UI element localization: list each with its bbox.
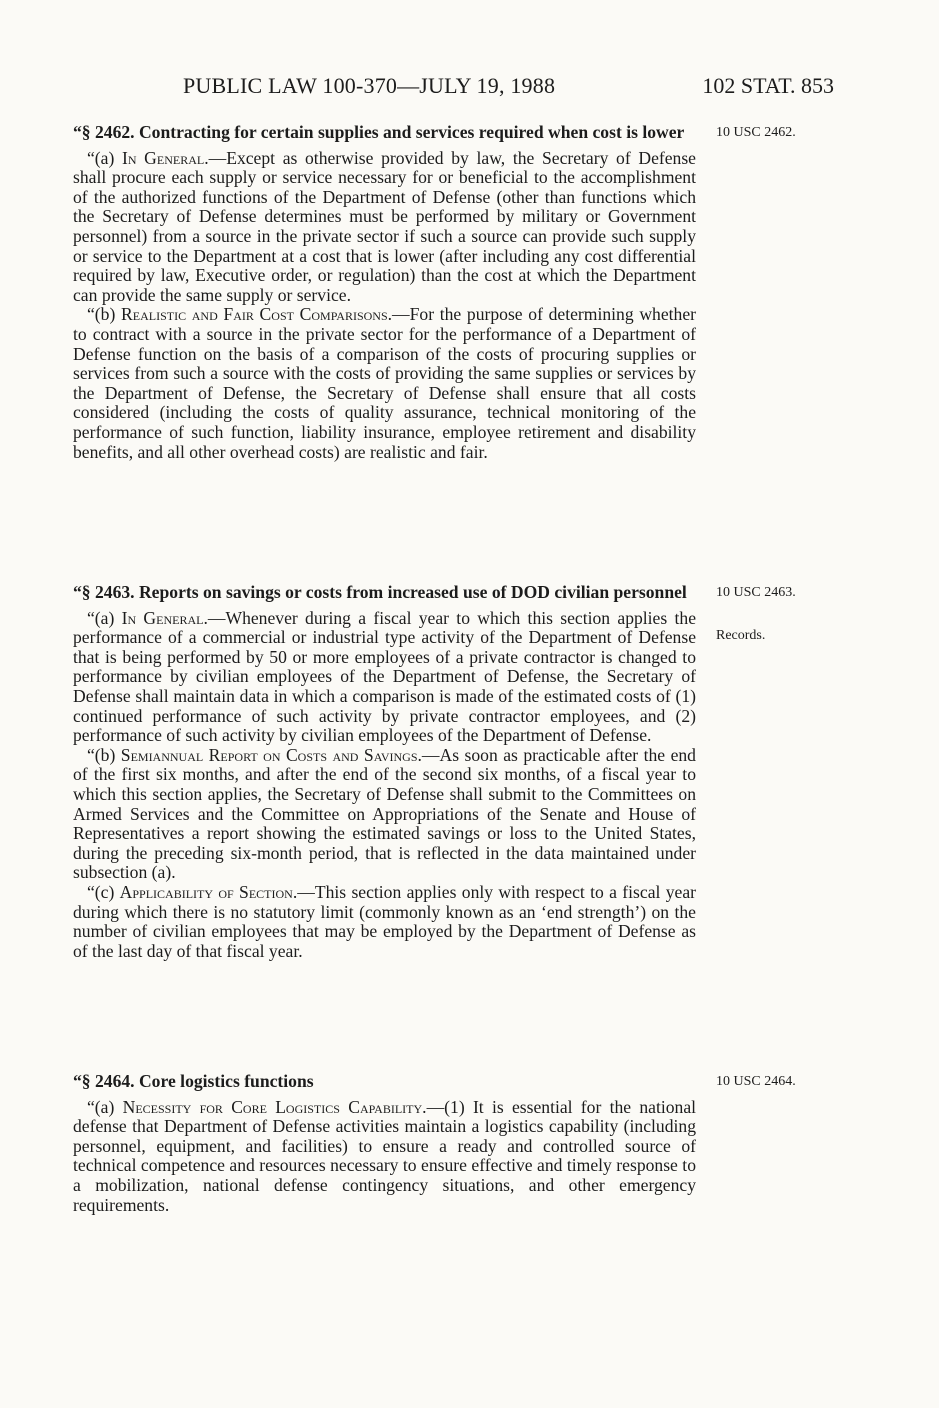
margin-note-records: Records.	[716, 628, 766, 643]
paragraph: “(c) Applicability of Section.—This section applies only with respect to a fiscal year during which there is no statutory limit (commonly known as an ‘end strength’) on the number of civilian employees that may be employed by the Department of Defense as of the last day of that fiscal year.	[73, 881, 697, 961]
subsection-caption: In General.	[122, 147, 209, 168]
margin-note-usc-2462: 10 USC 2462.	[716, 125, 796, 140]
section-heading: “§ 2463. Reports on savings or costs from increased use of DOD civilian personnel	[73, 582, 687, 602]
paragraph: “(a) Necessity for Core Logistics Capability.—(1) It is essential for the national defense that Department of Defense activities maintain a logistics capability (including personnel, equipment, and facilities) to ensure a ready and controlled source of technical competence and resources necessary to ensure effective and timely response to a mobilization, national defense contingency situations, and other emergency requirements.	[73, 1096, 697, 1215]
paragraph: “(a) In General.—Except as otherwise provided by law, the Secretary of Defense shall procure each supply or service necessary for or beneficial to the accomplishment of the authorized functions of the Department of Defense (other than functions which the Secretary of Defense determines must be performed by military or Government personnel) from a source in the private sector if such a source can provide such supply or service to the Department at a cost that is lower (after including any cost differential required by law, Executive order, or regulation) than the cost at which the Department can provide the same supply or service.	[73, 147, 696, 305]
section-2464	[73, 1072, 696, 1215]
section-2463	[73, 583, 696, 961]
section-2462	[73, 123, 696, 462]
subsection-caption: Necessity for Core Logistics Capability.	[122, 1096, 427, 1117]
subsection-caption: Semiannual Report on Costs and Savings.	[120, 744, 422, 765]
section-heading: “§ 2464. Core logistics functions	[73, 1071, 314, 1091]
margin-note-usc-2463: 10 USC 2463.	[716, 585, 796, 600]
section-heading: “§ 2462. Contracting for certain supplies and services required when cost is lower	[73, 122, 685, 142]
subsection-caption: Applicability of Section.	[119, 881, 298, 902]
stat-page-number: 102 STAT. 853	[702, 73, 834, 98]
paragraph: “(b) Semiannual Report on Costs and Savings.—As soon as practicable after the end of the first six months, and after the end of the second six months, of a fiscal year to which this section applies, the Secretary of Defense shall submit to the Committees on Armed Services and the Committee on Appropriations of the Senate and House of Representatives a report showing the estimated savings or loss to the United States, during the preceding six-month period, that is reflected in the data maintained under subsection (a).	[73, 744, 696, 883]
running-head: PUBLIC LAW 100-370—JULY 19, 1988	[183, 73, 556, 98]
subsection-caption: In General.	[121, 607, 208, 628]
subsection-caption: Realistic and Fair Cost Comparisons.	[121, 304, 393, 325]
paragraph: “(a) In General.—Whenever during a fiscal year to which this section applies the performance of a commercial or industrial type activity of the Department of Defense that is being performed by 50 or more employees of a private contractor is changed to performance by civilian employees of the Department of Defense, the Secretary of Defense shall maintain data in which a comparison is made of the estimated costs of (1) continued performance of such activity by private contractor employees, and (2) performance of such activity by civilian employees of the Department of Defense.	[73, 607, 696, 746]
margin-note-usc-2464: 10 USC 2464.	[716, 1074, 796, 1089]
paragraph: “(b) Realistic and Fair Cost Comparisons.—For the purpose of determining whether to contract with a source in the private sector for the performance of a Department of Defense function on the basis of a comparison of the costs of procuring supplies or services from such a source with the costs of providing the same supplies or services by the Department of Defense, the Secretary of Defense shall ensure that all costs considered (including the costs of quality assurance, technical monitoring of the performance of such function, liability insurance, employee retirement and disability benefits, and all other overhead costs) are realistic and fair.	[73, 304, 696, 462]
